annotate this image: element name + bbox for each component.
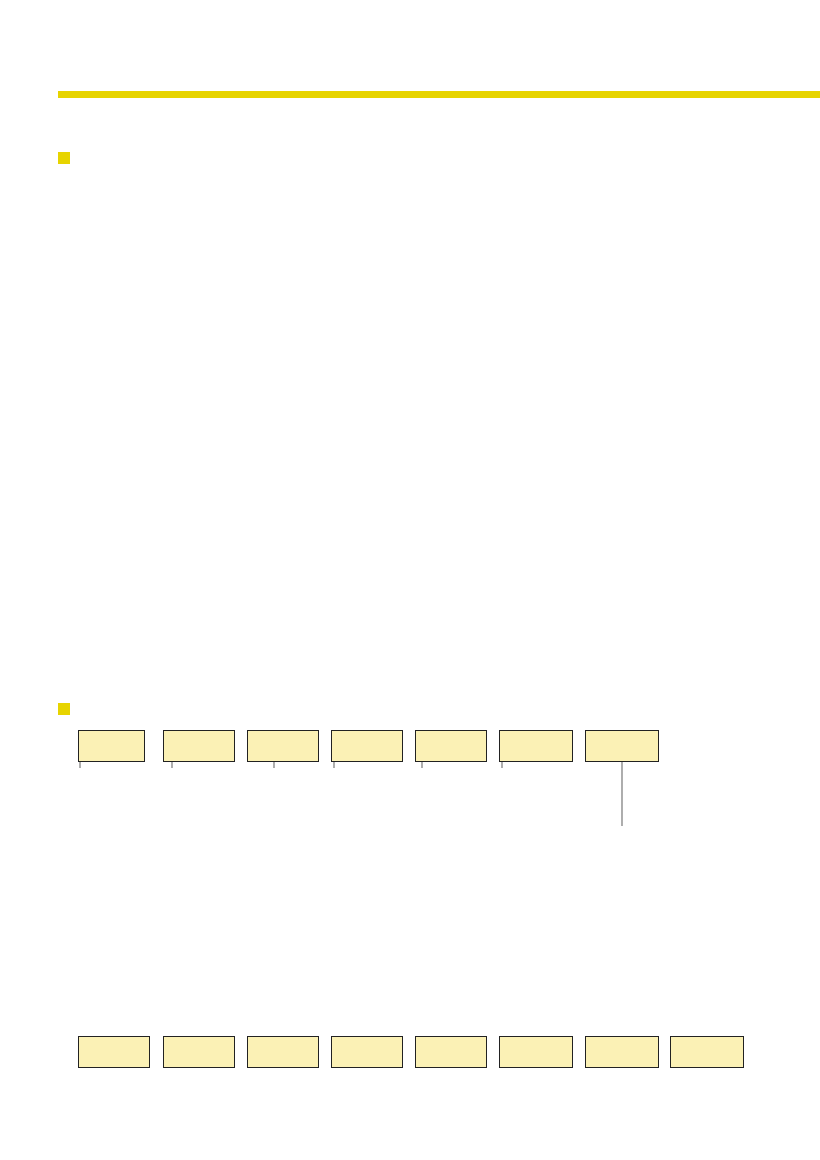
domain-diagram-chart: [58, 174, 820, 686]
pwm-box-frame-size: [163, 1036, 235, 1068]
pwm-box-frame-form: [670, 1036, 744, 1068]
voltage-column: [273, 769, 333, 770]
code-box-sensor: [499, 730, 573, 762]
title-rule: [58, 91, 820, 98]
section-marker-icon: [58, 152, 70, 164]
type-name-column: [78, 769, 168, 770]
pwm-box-type: [78, 1036, 150, 1068]
code-box-speed: [331, 730, 403, 762]
frame-form-column: [603, 828, 773, 829]
pwm-box-voltage: [247, 1036, 319, 1068]
pwm-box-custom: [585, 1036, 659, 1068]
code-box-frame-size: [163, 730, 235, 762]
section-domain-diagram: [58, 152, 78, 164]
sensor-column: [501, 769, 601, 770]
pwm-box-thickness: [415, 1036, 487, 1068]
connector-lines: [0, 762, 820, 842]
code-box-voltage: [247, 730, 319, 762]
speed-code-column: [333, 769, 423, 770]
code-box-frame-form: [585, 730, 659, 762]
pwm-box-pwm: [331, 1036, 403, 1068]
code-box-type: [78, 730, 145, 762]
section-marker-icon: [58, 703, 70, 715]
code-box-thickness: [415, 730, 487, 762]
frame-thickness-column: [422, 769, 502, 770]
section-model-numbering: [58, 703, 92, 715]
pwm-box-speed: [499, 1036, 573, 1068]
